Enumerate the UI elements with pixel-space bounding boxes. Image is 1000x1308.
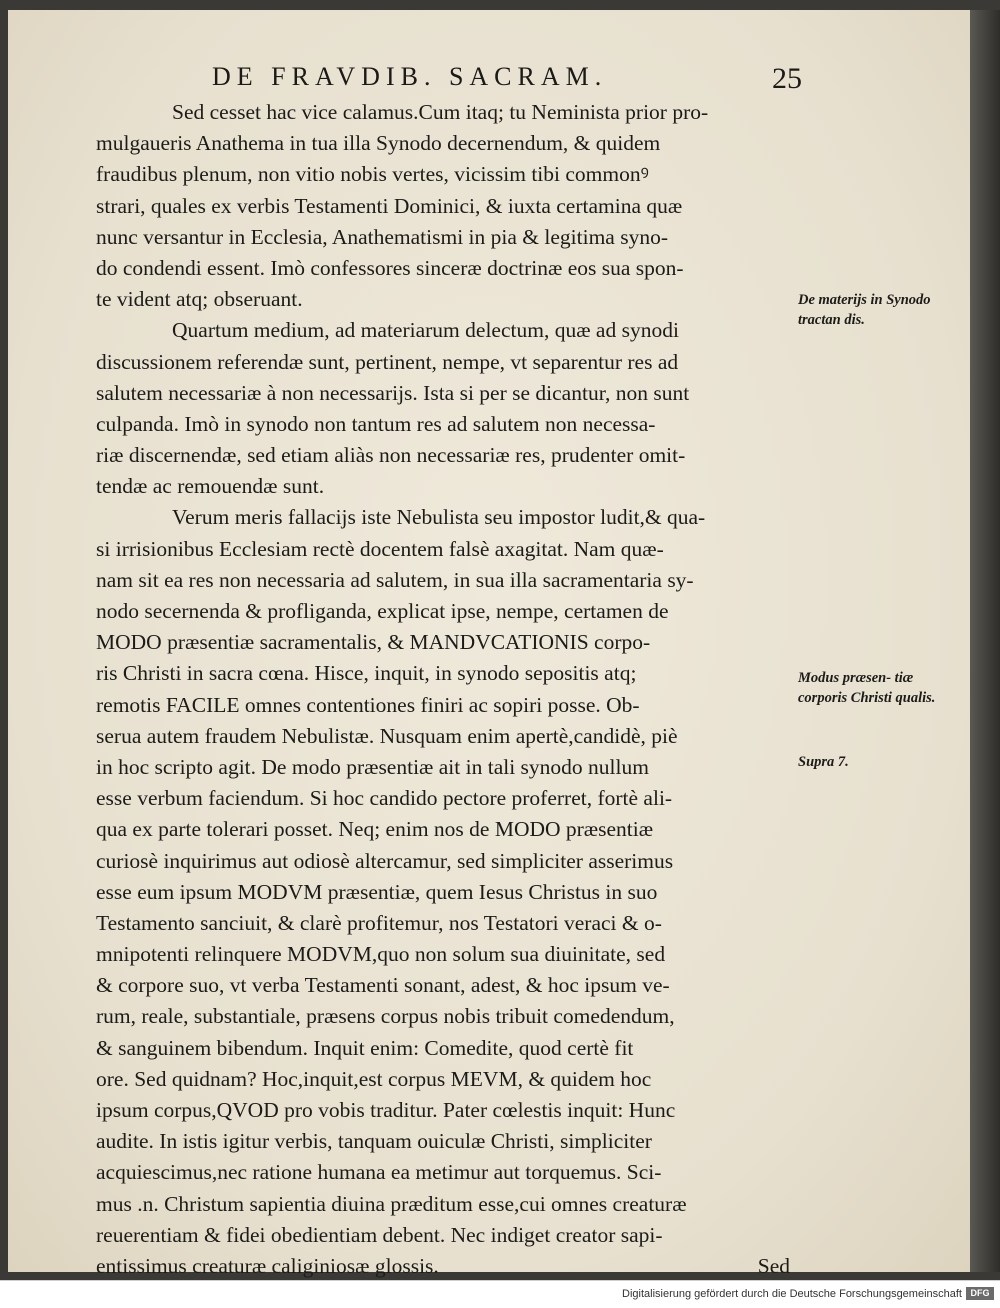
- page-edge: [970, 10, 1000, 1272]
- text-line: fraudibus plenum, non vitio nobis vertes, vicissim tibi commonꝰ: [96, 162, 649, 187]
- text-line: in hoc scripto agit. De modo præsentiæ ait in tali synodo nullum: [96, 754, 649, 779]
- text-line: entissimus creaturæ caliginiosæ glossis.: [96, 1253, 439, 1278]
- text-line: Verum meris fallacijs iste Nebulista seu impostor ludit,& qua-: [172, 505, 706, 530]
- text-line: reuerentiam & fidei obedientiam debent. Nec indiget creator sapi-: [96, 1222, 663, 1247]
- text-line: mulgaueris Anathema in tua illa Synodo decernendum, & quidem: [96, 131, 661, 156]
- text-line: ris Christi in sacra cœna. Hisce, inquit, in synodo sepositis atq;: [96, 661, 637, 686]
- text-line: & corpore suo, vt verba Testamenti sonant, adest, & hoc ipsum ve-: [96, 973, 670, 998]
- margin-note-supra: Supra 7.: [798, 754, 849, 770]
- text-line: qua ex parte tolerari posset. Neq; enim nos de MODO præsentiæ: [96, 817, 654, 842]
- text-line: esse verbum faciendum. Si hoc candido pectore proferret, fortè ali-: [96, 786, 673, 811]
- text-line: nunc versantur in Ecclesia, Anathematismi in pia & legitima syno-: [96, 224, 668, 249]
- text-line: mnipotenti relinquere MODVM,quo non solum sua diuinitate, sed: [96, 942, 666, 967]
- page-number: 25: [772, 62, 802, 95]
- text-line: serua autem fraudem Nebulistæ. Nusquam enim apertè,candidè, piè: [96, 723, 678, 748]
- running-head: DE FRAVDIB. SACRAM.: [212, 62, 608, 91]
- text-line: rum, reale, substantiale, præsens corpus nobis tribuit comedendum,: [96, 1004, 675, 1029]
- text-line: riæ discernendæ, sed etiam aliàs non necessariæ res, prudenter omit-: [96, 443, 686, 468]
- text-line: Quartum medium, ad materiarum delectum, quæ ad synodi: [172, 318, 679, 343]
- text-line: audite. In istis igitur verbis, tanquam ouiculæ Christi, simpliciter: [96, 1129, 652, 1154]
- text-line: & sanguinem bibendum. Inquit enim: Comedite, quod certè fit: [96, 1035, 634, 1060]
- text-line: culpanda. Imò in synodo non tantum res ad salutem non necessa-: [96, 411, 656, 436]
- text-line: te vident atq; obseruant.: [96, 287, 303, 312]
- text-line: ipsum corpus,QVOD pro vobis traditur. Pater cœlestis inquit: Hunc: [96, 1098, 676, 1122]
- text-line: discussionem referendæ sunt, pertinent, nempe, vt separentur res ad: [96, 349, 679, 374]
- text-line: curiosè inquirimus aut odiosè altercamur, sed simpliciter asserimus: [96, 848, 674, 873]
- text-line: nodo secernenda & profliganda, explicat ipse, nempe, certamen de: [96, 599, 669, 623]
- text-line: MODO præsentiæ sacramentalis, & MANDVCATIONIS corpo-: [96, 630, 651, 655]
- margin-note-modus: Modus præsen- tiæ corporis Christi qualis.: [798, 670, 936, 706]
- text-line: acquiescimus,nec ratione humana ea metimur aut torquemus. Sci-: [96, 1160, 662, 1185]
- margin-note-materiis: De materijs in Synodo tractan dis.: [798, 292, 931, 328]
- text-line: remotis FACILE omnes contentiones finiri ac sopiri posse. Ob-: [96, 692, 640, 717]
- text-line: ore. Sed quidnam? Hoc,inquit,est corpus MEVM, & quidem hoc: [96, 1066, 652, 1091]
- text-line: tendæ ac remouendæ sunt.: [96, 474, 325, 499]
- text-line: esse eum ipsum MODVM præsentiæ, quem Iesus Christus in suo: [96, 879, 658, 904]
- body-text: [96, 97, 790, 1282]
- last-line: [96, 1251, 790, 1282]
- text-line: mus .n. Christum sapientia diuina præditum esse,cui omnes creaturæ: [96, 1191, 687, 1216]
- text-line: do condendi essent. Imò confessores sinceræ doctrinæ eos sua spon-: [96, 255, 684, 280]
- dfg-logo-icon: DFG: [966, 1287, 994, 1300]
- text-line: salutem necessariæ à non necessarijs. Ista si per se dicantur, non sunt: [96, 380, 690, 405]
- text-line: Testamento sanciuit, & clarè profitemur, nos Testatori veraci & o-: [96, 910, 662, 935]
- catchword: Sed: [757, 1253, 790, 1278]
- digitization-credit: Digitalisierung gefördert durch die Deutsche Forschungsgemeinschaft: [622, 1288, 962, 1300]
- text-line: strari, quales ex verbis Testamenti Dominici, & iuxta certamina quæ: [96, 193, 683, 218]
- text-line: si irrisionibus Ecclesiam rectè docentem falsè axagitat. Nam quæ-: [96, 536, 664, 561]
- text-line: Sed cesset hac vice calamus.Cum itaq; tu Neminista prior pro-: [172, 100, 709, 124]
- text-line: nam sit ea res non necessaria ad salutem, in sua illa sacramentaria sy-: [96, 567, 694, 592]
